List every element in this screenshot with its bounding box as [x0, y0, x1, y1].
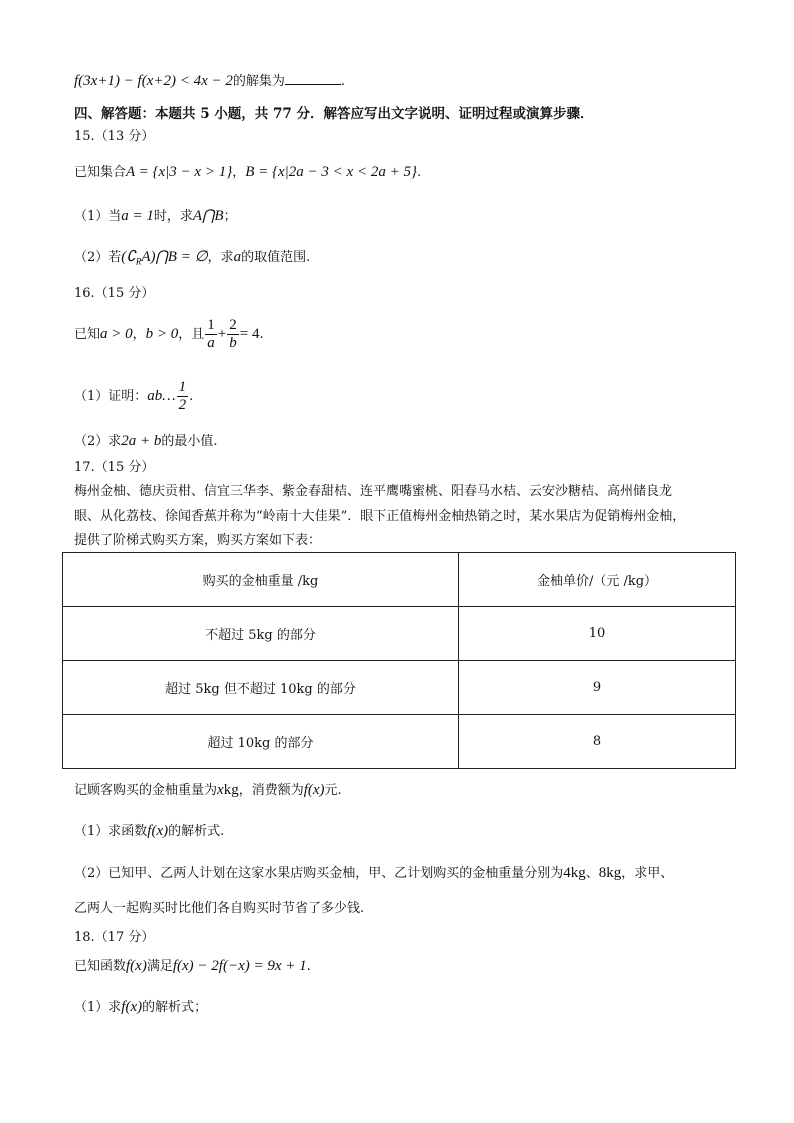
q16-p1-end: .: [189, 389, 194, 404]
table-header-price: 金柚单价/（元 /kg）: [459, 553, 736, 607]
q15-stem: [74, 163, 421, 182]
q16-p1-frac-den: 2: [178, 397, 187, 413]
q17-part1: [74, 822, 224, 841]
q17-p2-w1: 4kg: [563, 865, 586, 881]
q17-p1-expr: f(x): [147, 823, 169, 839]
q17-p1-label: （1）求函数: [74, 824, 148, 839]
q16-p1-frac: [177, 379, 189, 414]
q17-p2-line1-end: ，求甲、: [621, 866, 674, 881]
q16-frac1-num: 1: [207, 317, 215, 333]
q16-and: ，且: [178, 327, 205, 342]
q17-p2-prefix: （2）已知甲、乙两人计划在这家水果店购买金柚，甲、乙计划购买的金柚重量分别为: [74, 866, 564, 881]
q17-after-end: 元.: [324, 783, 342, 798]
q15-part2: [74, 248, 310, 271]
table-header-weight: 购买的金柚重量 /kg: [63, 553, 459, 607]
q15-stem-end: .: [416, 165, 422, 180]
q17-after-kg: kg: [223, 782, 239, 798]
q16-p1-frac-num: 1: [178, 379, 187, 395]
q16-cond2: b > 0: [145, 326, 179, 342]
q16-part2: [74, 432, 218, 451]
table-cell-price: 10: [459, 607, 736, 661]
q16-frac1: [205, 317, 217, 352]
q14-end: .: [340, 74, 346, 89]
q18-part1: [74, 998, 207, 1017]
q16-p1-expr: ab…: [147, 388, 176, 404]
q15-sep: ，: [232, 165, 246, 180]
q15-p2-expr2: A)⋂B = ∅: [141, 249, 208, 265]
q18-eq: f(x) − 2f(−x) = 9x + 1: [172, 958, 307, 974]
answer-blank: [285, 72, 341, 85]
q15-p2-sub: R: [135, 256, 142, 267]
q16-frac1-den: a: [207, 335, 215, 351]
q17-after-x: x: [217, 782, 224, 798]
q15-p2-var: a: [233, 249, 242, 265]
q17-after-mid: ，消费额为: [238, 783, 304, 798]
q15-p1-cond: a = 1: [121, 208, 154, 224]
q16-number: 16.（15 分）: [74, 286, 155, 301]
q18-p1-label: （1）求: [74, 1000, 122, 1015]
q17-part2-line2: 乙两人一起购买时比他们各自购买时节省了多少钱.: [74, 901, 365, 916]
table-cell-price: 8: [459, 715, 736, 769]
q16-frac2-num: 2: [229, 317, 237, 333]
table-cell-price: 9: [459, 661, 736, 715]
q17-after-table: [74, 781, 342, 800]
q14-inequality: f(3x+1) − f(x+2) < 4x − 2: [74, 73, 233, 89]
q15-set-a: A = {x|3 − x > 1}: [126, 164, 233, 180]
q15-p2-text: ，求: [207, 250, 234, 265]
q16-plus: +: [217, 326, 227, 342]
q16-cond1: a > 0: [100, 326, 133, 342]
q15-p1-expr: A⋂B: [192, 208, 224, 224]
q17-p1-end: 的解析式.: [168, 824, 225, 839]
table-row: [63, 607, 736, 661]
q18-p1-expr: f(x): [121, 999, 143, 1015]
q16-frac2: [227, 317, 239, 352]
q17-after-fx: f(x): [303, 782, 325, 798]
q18-mid: 满足: [146, 959, 173, 974]
q18-p1-end: 的解析式；: [142, 1000, 208, 1015]
q16-stem-prefix: 已知: [74, 327, 101, 342]
q17-number: 17.（15 分）: [74, 460, 155, 475]
q14-text: 的解集为: [232, 74, 285, 89]
q15-stem-prefix: 已知集合: [74, 165, 127, 180]
price-table: [62, 552, 736, 769]
q16-stem-end: .: [259, 327, 264, 342]
q16-comma: ，: [132, 327, 146, 342]
q16-p2-label: （2）求: [74, 434, 122, 449]
q14-tail-line: [74, 72, 345, 91]
table-cell-weight: 超过 10kg 的部分: [63, 715, 459, 769]
section-heading: 四、解答题：本题共 5 小题，共 77 分．解答应写出文字说明、证明过程或演算步骤．: [74, 106, 594, 122]
table-header-row: [63, 553, 736, 607]
q15-p2-end: 的取值范围.: [241, 250, 311, 265]
q17-part2-line1: [74, 864, 673, 883]
table-row: [63, 661, 736, 715]
q17-para-line1: 梅州金柚、德庆贡柑、信宜三华李、紫金春甜桔、连平鹰嘴蜜桃、阳春马水桔、云安沙糖桔、高州储良龙: [74, 484, 673, 499]
q16-part1: [74, 378, 193, 415]
q16-eq: = 4: [239, 326, 260, 342]
q15-p1-label: （1）当: [74, 209, 122, 224]
q17-after-prefix: 记顾客购买的金柚重量为: [74, 783, 218, 798]
q17-p2-sep: 、: [585, 866, 599, 881]
q17-para-line2: 眼、从化荔枝、徐闻香蕉并称为“岭南十大佳果”．眼下正值梅州金柚热销之时，某水果店为促销梅州金柚，: [74, 509, 686, 524]
table-row: [63, 715, 736, 769]
q15-part1: [74, 207, 237, 226]
q15-p2-label: （2）若: [74, 250, 122, 265]
q15-p1-text: 时，求: [153, 209, 193, 224]
q18-fx: f(x): [126, 958, 147, 974]
q16-p2-expr: 2a + b: [121, 433, 162, 449]
q15-set-b: B = {x|2a − 3 < x < 2a + 5}: [245, 164, 417, 180]
q18-end: .: [306, 959, 311, 974]
q17-para-line3: 提供了阶梯式购买方案，购买方案如下表：: [74, 533, 322, 548]
q16-p2-end: 的最小值.: [161, 434, 218, 449]
table-cell-weight: 超过 5kg 但不超过 10kg 的部分: [63, 661, 459, 715]
q15-p2-expr: (∁: [121, 249, 136, 265]
q15-number: 15.（13 分）: [74, 129, 155, 144]
q16-p1-label: （1）证明：: [74, 389, 148, 404]
q18-stem-prefix: 已知函数: [74, 959, 127, 974]
q16-stem: [74, 316, 264, 353]
q15-p1-end: ；: [223, 209, 237, 224]
table-cell-weight: 不超过 5kg 的部分: [63, 607, 459, 661]
q16-frac2-den: b: [229, 335, 237, 351]
q17-p2-w2: 8kg: [598, 865, 622, 881]
q18-number: 18.（17 分）: [74, 930, 155, 945]
q18-stem: [74, 957, 311, 976]
